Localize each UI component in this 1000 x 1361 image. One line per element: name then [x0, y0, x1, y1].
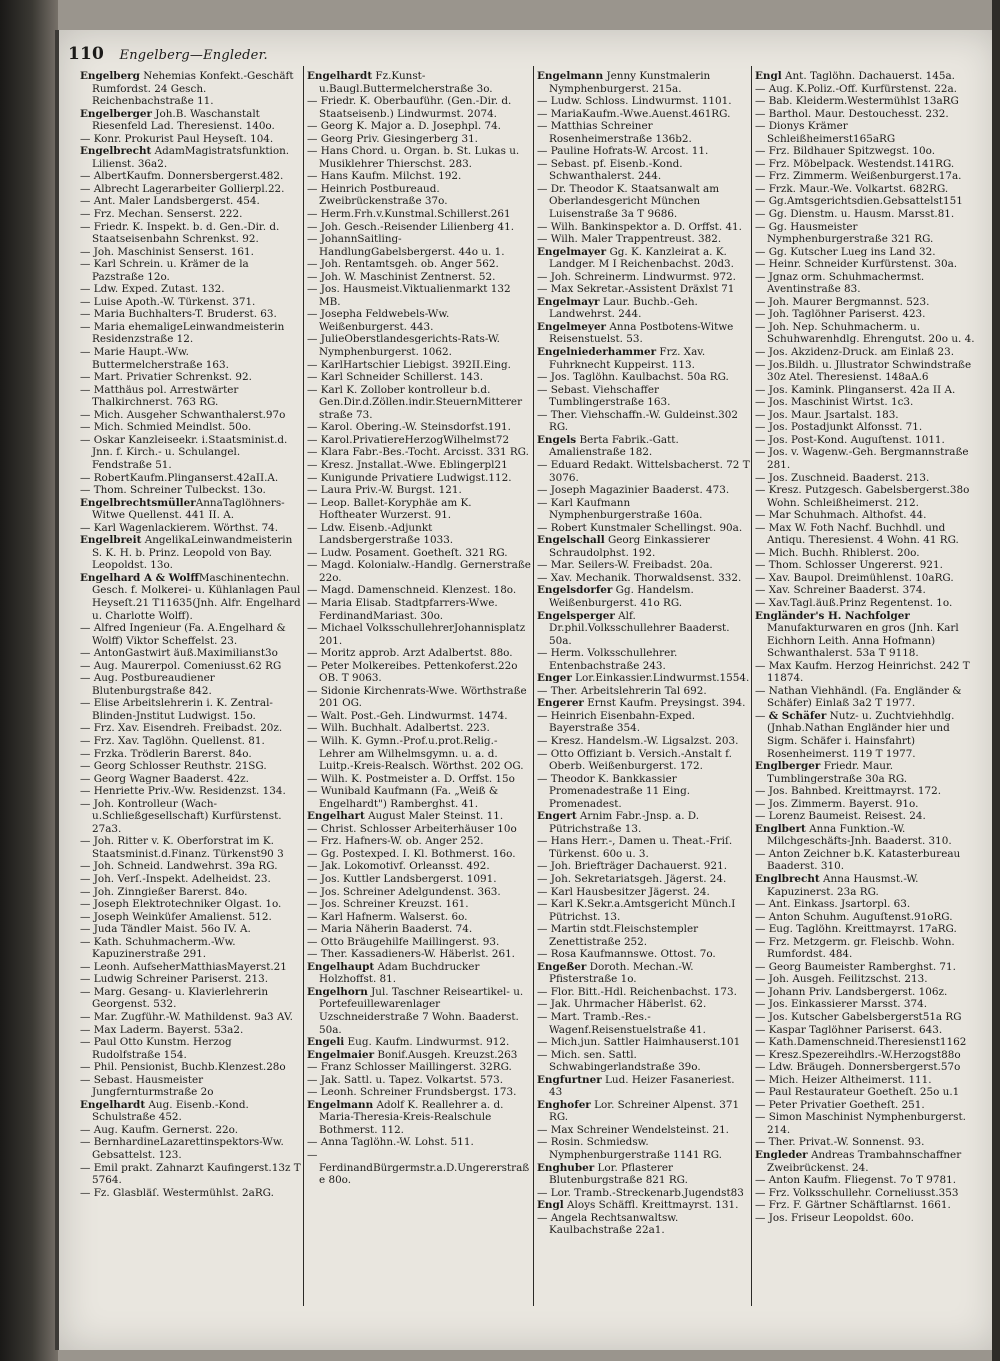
directory-entry: — Anton Zeichner b.K. Katasterbureau Baaderst. 310.: [755, 847, 961, 873]
directory-entry: — Joseph Elektrotechniker Olgast. 1o.: [80, 898, 282, 911]
directory-entry: — Leonh. AufseherMatthiasMayerst.21: [80, 960, 287, 973]
directory-entry: — Mich. Heizer Altheimerst. 111.: [755, 1073, 932, 1086]
directory-entry: — Nathan Viehhändl. (Fa. Engländer & Schäfer) Einlaß 3a2 T 1977.: [755, 684, 962, 710]
directory-entry: — Aug. Maurerpol. Comeniusst.62 RG: [80, 659, 282, 672]
directory-entry: — Lorenz Baumeist. Reisest. 24.: [755, 810, 926, 823]
directory-entry: — Ther. Kassadieners-W. Häberlst. 261.: [307, 948, 515, 961]
directory-entry: Engländer's H. Nachfolger Manufakturwaren en gros (Jnh. Karl Eichhorn Leith. Anna Hofmann) Schwanthalerst. 53a T 9118.: [755, 609, 959, 660]
directory-entry: — Herm.Frh.v.Kunstmal.Schillerst.261: [307, 208, 511, 221]
directory-entry: — Juda Tändler Maist. 56o IV. A.: [80, 923, 251, 936]
directory-entry: — Jos. Bahnbed. Kreittmayrst. 172.: [755, 785, 942, 798]
directory-entry: — Alfred Ingenieur (Fa. A.Engelhard & Wolff) Viktor Scheffelst. 23.: [80, 622, 286, 647]
directory-entry: — Herm. Volksschullehrer. Entenbachstraße 243.: [537, 647, 678, 672]
directory-entry: Enghuber Lor. Pflasterer Blutenburgstraße 821 RG.: [537, 1161, 688, 1187]
directory-entry: Engelmann Adolf K. Reallehrer a. d. Maria-Theresia-Kreis-Realschule Bothmerst. 112.: [307, 1098, 504, 1136]
directory-entry: — Friedr. K. Inspekt. b. d. Gen.-Dir. d. Staatseisenbahn Schrenkst. 92.: [80, 220, 280, 246]
directory-entry: — Jos. Zimmerm. Bayerst. 91o.: [755, 797, 919, 810]
directory-entry: Engl Ant. Taglöhn. Dachauerst. 145a.: [755, 70, 955, 82]
directory-entry: — Otto Offiziant b. Versich.-Anstalt f. Oberb. Weißenburgerst. 172.: [537, 747, 732, 773]
directory-entry: — Joseph Weinküfer Amalienst. 512.: [80, 910, 272, 923]
directory-entry: — JulieOberstlandesgerichts-Rats-W. Nymphenburgerst. 1062.: [307, 333, 500, 359]
directory-column-1: [80, 70, 302, 1310]
directory-entry: — Joh. Ritter v. K. Oberforstrat im K. Staatsminist.d.Finanz. Türkenst90 3: [80, 835, 284, 860]
directory-entry: — Kunigunde Privatiere Ludwigst.112.: [307, 471, 512, 484]
directory-entry: — Joh. Nep. Schuhmacherm. u. Schuhwarenhdlg. Ehrengutst. 20o u. 4.: [755, 320, 975, 346]
directory-entry: — Hans Herr.-, Damen u. Theat.-Friſ. Türkenst. 60o u. 3.: [537, 835, 733, 860]
directory-entry: — Karol. Obering.-W. Steinsdorfst.191.: [307, 421, 511, 434]
directory-entry: — Walt. Post.-Geh. Lindwurmst. 1474.: [307, 709, 508, 722]
directory-entry: Engfurtner Lud. Heizer Fasaneriest. 43: [537, 1073, 735, 1099]
directory-entry: — Albrecht Lagerarbeiter Gollierpl.22.: [80, 182, 285, 195]
directory-entry: Engelmaier Bonif.Ausgeh. Kreuzst.263: [307, 1048, 518, 1061]
directory-entry: — Maria ehemaligeLeinwandmeisterin Residenzstraße 12.: [80, 320, 285, 346]
directory-entry: — Mart. Privatier Schrenkst. 92.: [80, 371, 252, 384]
directory-entry: — Max W. Foth Nachf. Buchhdl. und Antiqu. Theresienst. 4 Wohn. 41 RG.: [755, 521, 959, 547]
directory-entry: — Angela Rechtsanwaltsw. Kaulbachstraße 22a1.: [537, 1211, 679, 1237]
directory-entry: — Wunibald Kaufmann (Fa. „Weiß & Engelhardt") Ramberghst. 41.: [307, 785, 499, 810]
directory-entry: Enger Lor.Einkassier.Lindwurmst.1554.: [537, 672, 750, 685]
directory-entry: — & Schäfer Nutz- u. Zuchtviehhdlg. (Jnhab.Nathan Engländer hier und Sigm. Schäfer i. Hainsfahrt) Rosenheimerst. 119 T 1977.: [755, 709, 955, 760]
directory-entry: — Kaspar Taglöhner Pariserst. 643.: [755, 1023, 943, 1036]
directory-entry: — Wilh. K. Postmeister a. D. Orffst. 15o: [307, 772, 515, 785]
directory-entry: — Maria Buchhalters-T. Bruderst. 63.: [80, 308, 277, 321]
directory-entry: — FerdinandBürgermstr.a.D.Ungererstraße 80o.: [307, 1149, 530, 1187]
directory-entry: — Joh. Schneid. Landwehrst. 39a RG.: [80, 860, 278, 873]
directory-entry: — Ldw. Exped. Zutast. 132.: [80, 283, 225, 296]
directory-entry: — Karl Hafnerm. Walserst. 6o.: [307, 910, 468, 923]
directory-entry: — Ant. Einkass. Jsartorpl. 63.: [755, 898, 911, 911]
directory-entry: — Flor. Bitt.-Hdl. Reichenbachst. 173.: [537, 985, 737, 998]
directory-entry: — Mar. Seilers-W. Freibadst. 20a.: [537, 559, 713, 572]
directory-entry: — Franz Schlosser Maillingerst. 32RG.: [307, 1061, 512, 1074]
directory-entry: — Kresz. Putzgesch. Gabelsbergerst.38o Wohn. Schleißheimerst. 212.: [755, 484, 970, 509]
directory-entry: — Barthol. Maur. Destouchesst. 232.: [755, 107, 949, 120]
directory-entry: — Ant. Maler Landsbergerst. 454.: [80, 195, 260, 208]
directory-entry: Engelbreit AngelikaLeinwandmeisterin S. K. H. b. Prinz. Leopold von Bay. Leopoldst. 13o.: [80, 534, 293, 572]
directory-entry: — Karl Schneider Schillerst. 143.: [307, 371, 484, 384]
directory-entry: Engeli Eug. Kaufm. Lindwurmst. 912.: [307, 1036, 510, 1049]
column-rule: [303, 66, 304, 1306]
directory-entry: — Ldw. Bräugeh. Donnersbergerst.57o: [755, 1061, 961, 1074]
directory-entry: — KarlHartschier Liebigst. 392II.Eing.: [307, 358, 511, 371]
directory-entry: — Fz. Glasbläſ. Westermühlst. 2aRG.: [80, 1186, 274, 1199]
directory-entry: — Magd. Kolonialw.-Handlg. Gernerstraße 22o.: [307, 559, 531, 584]
directory-entry: Engelsdorfer Gg. Handelsm. Weißenburgerst. 41o RG.: [537, 584, 694, 609]
page-edge-shadow: [992, 0, 1000, 1361]
directory-entry: — Theodor K. Bankkassier Promenadestraße 11 Eing. Promenadest.: [537, 772, 691, 810]
directory-entry: — AlbertKaufm. Donnersbergerst.482.: [80, 170, 284, 183]
directory-entry: — Aug. Postbureaudiener Blutenburgstraße 842.: [80, 672, 215, 697]
directory-entry: — Rosin. Schmiedsw. Nymphenburgerstraße 1141 RG.: [537, 1136, 722, 1162]
directory-entry: — Gg. Dienstm. u. Hausm. Marsst.81.: [755, 208, 955, 221]
directory-entry: — AntonGastwirt äuß.Maximilianst3o: [80, 647, 278, 660]
directory-entry: — Jos. Einkassierer Marsst. 374.: [755, 998, 928, 1011]
directory-entry: — Wilh. Maler Trappentreust. 382.: [537, 233, 722, 246]
directory-entry: — Max Kaufm. Herzog Heinrichst. 242 T 11874.: [755, 659, 970, 685]
directory-entry: — Joh. Kontrolleur (Wach- u.Schließgesellschaft) Kurfürstenst. 27a3.: [80, 797, 282, 835]
directory-entry: — Heinr. Schneider Kurfürstenst. 30a.: [755, 258, 958, 271]
directory-entry: — Ldw. Eisenb.-Adjunkt Landsbergerstraße 1033.: [307, 521, 454, 547]
directory-entry: — Heinrich Eisenbahn-Exped. Bayerstraße 354.: [537, 709, 696, 735]
directory-entry: — Mar. Zugführ.-W. Mathildenst. 9a3 AV.: [80, 1011, 293, 1024]
directory-entry: — Leonh. Schreiner Frundsbergst. 173.: [307, 1086, 517, 1099]
directory-entry: — Mich. Buchh. Rhiblerst. 20o.: [755, 546, 920, 559]
directory-column-3: [537, 70, 750, 1310]
directory-entry: — Joh. Briefträger Dachauerst. 921.: [537, 860, 728, 873]
directory-entry: — Jos. Kamink. Plinganserst. 42a II A.: [755, 383, 956, 396]
directory-entry: — Simon Maschinist Nymphenburgerst. 214.: [755, 1111, 966, 1136]
directory-entry: — Jak. Uhrmacher Häberlst. 62.: [537, 998, 707, 1011]
directory-entry: — Xav.Tagl.äuß.Prinz Regentenst. 1o.: [755, 596, 953, 609]
directory-column-2: [307, 70, 532, 1310]
directory-entry: — Wilh. K. Gymn.-Prof.u.prot.Relig.-Lehrer am Wilhelmsgymn. u. a. d. Luitp.-Kreis-Realsch. Wörthst. 202 OG.: [307, 734, 524, 773]
directory-entry: — Luise Apoth.-W. Türkenst. 371.: [80, 295, 256, 308]
directory-entry: — MariaKaufm.-Wwe.Auenst.461RG.: [537, 107, 731, 120]
directory-entry: — Marie Haupt.-Ww. Buttermelcherstraße 163.: [80, 346, 229, 371]
directory-entry: — Paul Restaurateur Goetheſt. 25o u.1: [755, 1086, 960, 1099]
directory-entry: — RobertKaufm.Plinganserst.42aII.A.: [80, 471, 279, 484]
directory-entry: — Mich. Schmied Meindlst. 50o.: [80, 421, 252, 434]
directory-entry: — Frz. Xav. Taglöhn. Quellenst. 81.: [80, 734, 265, 747]
directory-entry: — Joh. Schreinerm. Lindwurmst. 972.: [537, 270, 736, 283]
directory-entry: — Frz. Volksschullehr. Corneliusst.353: [755, 1186, 959, 1199]
directory-entry: Engeßer Doroth. Mechan.-W. Pfisterstraße 1o.: [537, 960, 694, 986]
directory-entry: Engelberg Nehemias Konfekt.-Geschäft Rumfordst. 24 Gesch. Reichenbachstraße 11.: [80, 70, 294, 108]
directory-entry: Engl Aloys Schäffl. Kreittmayrst. 131.: [537, 1199, 739, 1212]
directory-entry: — Frzk. Maur.-We. Volkartst. 682RG.: [755, 182, 949, 195]
directory-entry: — Joh. Ausgeh. Feilitzschst. 213.: [755, 973, 928, 986]
directory-entry: — Mich.jun. Sattler Haimhauserst.101: [537, 1036, 741, 1049]
directory-entry: Engleder Andreas Trambahnschaffner Zweibrückenst. 24.: [755, 1149, 962, 1174]
directory-entry: — Xav. Mechanik. Thorwaldsenst. 332.: [537, 571, 742, 584]
directory-entry: — Frz. F. Gärtner Schäftlarnst. 1661.: [755, 1199, 951, 1212]
directory-entry: Engelmayer Gg. K. Kanzleirat a. K. Landger. M I Reichenbachst. 20d3.: [537, 245, 734, 271]
directory-entry: — Jos. Post-Kond. Auguſtenst. 1011.: [755, 433, 945, 446]
directory-entry: — Thom. Schreiner Tulbeckst. 13o.: [80, 484, 266, 497]
directory-entry: — Georg Baumeister Ramberghst. 71.: [755, 960, 956, 973]
directory-entry: — Xav. Baupol. Dreimühlenst. 10aRG.: [755, 571, 954, 584]
directory-entry: — Xav. Schreiner Baaderst. 374.: [755, 584, 926, 597]
directory-entry: — Maria Elisab. Stadtpfarrers-Wwe. FerdinandMariast. 30o.: [307, 596, 498, 622]
directory-entry: — Georg Schlosser Reuthstr. 21SG.: [80, 760, 267, 773]
directory-entry: — Jos. Taglöhn. Kaulbachst. 50a RG.: [537, 371, 729, 384]
directory-entry: — Karl Wagenlackierem. Wörthst. 74.: [80, 521, 279, 534]
directory-entry: — Kath.Damenschneid.Theresienst1162: [755, 1036, 967, 1049]
directory-entry: — Max Sekretar.-Assistent Dräxlst 71: [537, 283, 735, 296]
running-head: Engelberg—Engleder.: [119, 48, 268, 63]
directory-entry: — Jos. Postadjunkt Alfonsst. 71.: [755, 421, 923, 434]
directory-entry: — Joh. Zinngießer Barerst. 84o.: [80, 885, 248, 898]
directory-entry: Engelsperger Alf. Dr.phil.Volksschullehrer Baaderst. 50a.: [537, 609, 730, 647]
directory-entry: — Frz. Bildhauer Spitzwegst. 10o.: [755, 145, 936, 158]
directory-entry: — JohannSaitling-HandlungGabelsbergerst. 44o u. 1.: [307, 233, 505, 258]
directory-entry: — Jos. Schreiner Kreuzst. 161.: [307, 898, 469, 911]
directory-entry: — Oskar Kanzleiseekr. i.Staatsminist.d. Jnn. f. Kirch.- u. Schulangel. Fendstraße 51.: [80, 433, 288, 471]
directory-entry: — Kresz. Handelsm.-W. Ligsalzst. 203.: [537, 734, 739, 747]
directory-entry: — Hans Chord. u. Organ. b. St. Lukas u. Musiklehrer Thierschst. 283.: [307, 145, 520, 170]
directory-entry: — Jos. Maur. Jsartalst. 183.: [755, 408, 899, 421]
directory-entry: — Peter Privatier Goetheſt. 251.: [755, 1098, 925, 1111]
directory-entry: — Konr. Prokurist Paul Heyseſt. 104.: [80, 132, 274, 145]
directory-entry: — Joh. Taglöhner Pariserst. 423.: [755, 308, 926, 321]
directory-entry: — Jos.Bildh. u. Jllustrator Schwindstraße 30z Atel. Theresienst. 148aA.6: [755, 358, 972, 384]
directory-entry: — Georg Priv. Giesingerberg 31.: [307, 132, 478, 145]
directory-entry: — Ther. Arbeitslehrerin Tal 692.: [537, 684, 707, 697]
directory-entry: Engelberger Joh.B. Waschanstalt Riesenfeld Lad. Theresienst. 140o.: [80, 107, 275, 133]
directory-entry: — Kresz. Jnstallat.-Wwe. Eblingerpl21: [307, 458, 508, 471]
directory-entry: — Frz. Zimmerm. Weißenburgerst.17a.: [755, 170, 962, 183]
directory-entry: — Gg. Kutscher Lueg ins Land 32.: [755, 245, 936, 258]
directory-entry: — Georg K. Major a. D. Josephpl. 74.: [307, 120, 501, 133]
directory-entry: — Frz. Xav. Eisendreh. Freibadst. 20z.: [80, 722, 283, 735]
directory-entry: — Anton Schuhm. Auguſtenst.91oRG.: [755, 910, 953, 923]
directory-entry: — Anton Kaufm. Fliegenst. 7o T 9781.: [755, 1174, 957, 1187]
directory-entry: — Frz. Möbelpack. Westendst.141RG.: [755, 157, 955, 170]
directory-entry: Engelmeyer Anna Postbotens-Witwe Reisenstuelst. 53.: [537, 320, 734, 346]
directory-entry: — Dionys Krämer Schleißheimerst165aRG: [755, 120, 896, 145]
directory-entry: — Jos. Zuschneid. Baaderst. 213.: [755, 471, 930, 484]
directory-entry: — Josepha Feldwebels-Ww. Weißenburgerst. 443.: [307, 308, 450, 333]
directory-entry: — Robert Kunstmaler Schellingst. 90a.: [537, 521, 743, 534]
directory-entry: — Thom. Schlosser Ungererst. 921.: [755, 559, 943, 572]
directory-entry: — Maria Näherin Baaderst. 74.: [307, 923, 473, 936]
directory-entry: — Henriette Priv.-Ww. Residenzst. 134.: [80, 785, 286, 798]
directory-entry: — Paul Otto Kunstm. Herzog Rudolfstraße 154.: [80, 1036, 232, 1061]
directory-entry: — Frzka. Trödlerin Barerst. 84o.: [80, 747, 252, 760]
directory-entry: — Mar Schuhmach. Althofst. 44.: [755, 509, 927, 522]
directory-entry: — Jgnaz orm. Schuhmachermst. Aventinstraße 83.: [755, 270, 925, 296]
directory-entry: Engert Arnim Fabr.-Jnsp. a. D. Pütrichstraße 13.: [537, 810, 700, 835]
directory-entry: — Jos. Akzidenz-Druck. am Einlaß 23.: [755, 346, 955, 359]
directory-entry: — Joh. Verſ.-Inspekt. Adelheidst. 23.: [80, 873, 271, 885]
directory-entry: — Max Schreiner Wendelsteinst. 21.: [537, 1123, 729, 1136]
directory-entry: — Matthias Schreiner Rosenheimerstraße 136b2.: [537, 120, 692, 145]
directory-entry: — Michael VolksschullehrerJohannisplatz 201.: [307, 622, 526, 647]
directory-entry: Enghofer Lor. Schreiner Alpenst. 371 RG.: [537, 1098, 740, 1124]
directory-entry: Engelbrecht AdamMagistratsfunktion. Lilienst. 36a2.: [80, 145, 290, 170]
directory-entry: — Jos. v. Wagenw.-Geh. Bergmannstraße 281.: [755, 446, 969, 471]
directory-entry: — Moritz approb. Arzt Adalbertst. 88o.: [307, 647, 513, 660]
directory-entry: — Johann Priv. Landsbergerst. 106z.: [755, 985, 948, 998]
directory-entry: — Elise Arbeitslehrerin i. K. Zentral-Blinden-Jnstitut Ludwigst. 15o.: [80, 697, 273, 722]
directory-entry: — Sebast. Viehschaffer Tumblingerstraße 163.: [537, 383, 671, 409]
directory-entry: — Joh. Gesch.-Reisender Lilienberg 41.: [307, 220, 515, 233]
directory-entry: — Joh. Rentamtsgeh. ob. Anger 562.: [307, 258, 499, 271]
directory-column-4: [755, 70, 977, 1310]
directory-entry: — Wilh. Bankinspektor a. D. Orffst. 41.: [537, 220, 742, 233]
directory-entry: Englbert Anna Funktion.-W. Milchgeschäfts-Jnh. Baaderst. 310.: [755, 822, 952, 848]
column-rule: [533, 66, 534, 1306]
directory-entry: — Christ. Schlosser Arbeiterhäuser 10o: [307, 822, 517, 835]
page-number: 110: [68, 44, 105, 64]
directory-entry: Engelhard A & WolffMaschinentechn. Gesch. f. Molkerei- u. Kühlanlagen Paul Heyseſt.21 T11635(Jnh. Alfr. Engelhard u. Charlotte Wolff).: [80, 571, 301, 622]
page-header: [68, 44, 268, 68]
directory-entry: — Ludw. Posament. Goetheſt. 321 RG.: [307, 546, 508, 559]
column-rule: [751, 66, 752, 1306]
directory-entry: — Karl K. Zollober kontrolleur b.d. Gen.Dir.d.Zöllen.indir.SteuernMitterer straße 73.: [307, 383, 523, 421]
directory-entry: Engels Berta Fabrik.-Gatt. Amalienstraße 182.: [537, 433, 679, 459]
directory-entry: — Ludwig Schreiner Pariserst. 213.: [80, 973, 268, 986]
directory-entry: — Hans Kaufm. Milchst. 192.: [307, 170, 462, 183]
directory-entry: — Dr. Theodor K. Staatsanwalt am Oberlandesgericht München Luisenstraße 3a T 9686.: [537, 182, 720, 221]
directory-entry: — Magd. Damenschneid. Klenzest. 18o.: [307, 584, 517, 597]
directory-entry: EngelbrechtsmüllerAnnaTaglöhners-Witwe Quellenst. 441 II. A.: [80, 496, 285, 522]
directory-entry: — Marg. Gesang- u. Klavierlehrerin Georgenst. 532.: [80, 985, 269, 1011]
directory-entry: — Peter Molkereibes. Pettenkoferst.22o OB. T 9063.: [307, 659, 518, 685]
directory-entry: — Matthäus pol. Arrestwärter Thalkirchnerst. 763 RG.: [80, 383, 239, 409]
directory-entry: — Frz. Mechan. Senserst. 222.: [80, 208, 243, 221]
directory-entry: — Ther. Privat.-W. Sonnenst. 93.: [755, 1136, 925, 1149]
directory-entry: Engelhardt Fz.Kunst- u.Baugl.Buttermelcherstraße 3o.: [307, 70, 493, 95]
directory-entry: — Karl K.Sekr.a.Amtsgericht Münch.I Pütrichst. 13.: [537, 898, 736, 923]
directory-entry: — Aug. K.Poliz.-Off. Kurfürstenst. 22a.: [755, 82, 957, 95]
directory-entry: — Max Laderm. Bayerst. 53a2.: [80, 1023, 244, 1036]
directory-entry: — Jak. Lokomotivf. Orleansst. 492.: [307, 860, 490, 873]
directory-entry: — Karl Kaufmann Nymphenburgerstraße 160a.: [537, 496, 703, 522]
directory-entry: — Klara Fabr.-Bes.-Tocht. Arcisst. 331 RG.: [307, 446, 529, 459]
directory-entry: — Ther. Viehschaffn.-W. Guldeinst.302 RG.: [537, 408, 738, 434]
directory-entry: Engelmann Jenny Kunstmalerin Nymphenburgerst. 215a.: [537, 70, 711, 95]
directory-entry: — Karl Schrein. u. Krämer de la Pazstraße 12o.: [80, 258, 249, 283]
directory-entry: — Eduard Redakt. Wittelsbacherst. 72 T 3076.: [537, 458, 750, 484]
directory-entry: — Kath. Schuhmacherm.-Ww. Kapuzinerstraße 291.: [80, 935, 236, 961]
directory-entry: — Kresz.Spezereihdlrs.-W.Herzogst88o: [755, 1048, 961, 1061]
directory-entry: — Mich. sen. Sattl. Schwabingerlandstraße 39o.: [537, 1048, 701, 1074]
directory-entry: Engelniederhammer Frz. Xav. Fuhrknecht Kuppeirst. 113.: [537, 346, 706, 371]
directory-entry: — Karl Hausbesitzer Jägerst. 24.: [537, 885, 710, 898]
directory-entry: Engelmayr Laur. Buchb.-Geh. Landwehrst. 244.: [537, 295, 698, 321]
directory-entry: — Jos. Kuttler Landsbergerst. 1091.: [307, 873, 497, 885]
directory-entry: — Joh. W. Maschinist Zentnerst. 52.: [307, 270, 496, 283]
directory-entry: — Emil prakt. Zahnarzt Kaufingerst.13z T 5764.: [80, 1161, 301, 1187]
directory-entry: — Aug. Kaufm. Gernerst. 22o.: [80, 1123, 239, 1136]
directory-entry: — Heinrich Postbureaud. Zweibrückenstraße 37o.: [307, 182, 448, 208]
directory-entry: Engelhaupt Adam Buchdrucker Holzhoffst. 81.: [307, 960, 480, 986]
directory-entry: — Anna Taglöhn.-W. Lohst. 511.: [307, 1136, 474, 1149]
directory-entry: — Mart. Tramb.-Res.-Wagenf.Reisenstuelstraße 41.: [537, 1011, 706, 1036]
directory-entry: — Lor. Tramb.-Streckenarb.Jugendst83: [537, 1186, 744, 1199]
directory-entry: — Jos. Kutscher Gabelsbergerst51a RG: [755, 1011, 962, 1024]
directory-entry: — Georg Wagner Baaderst. 42z.: [80, 772, 249, 785]
directory-entry: — Joh. Sekretariatsgeh. Jägerst. 24.: [537, 873, 727, 885]
directory-entry: — Jos. Maschinist Wirtst. 1c3.: [755, 396, 914, 409]
directory-entry: — Frz. Metzgerm. gr. Fleischb. Wohn. Rumfordst. 484.: [755, 935, 955, 961]
directory-entry: Engelhardt Aug. Eisenb.-Kond. Schulstraße 452.: [80, 1098, 249, 1124]
directory-entry: — Pauline Hofrats-W. Arcost. 11.: [537, 145, 709, 158]
directory-entry: — Rosa Kaufmannswe. Ottost. 7o.: [537, 948, 716, 961]
directory-entry: — Karol.PrivatiereHerzogWilhelmst72: [307, 433, 510, 446]
directory-entry: — Jos. Schreiner Adelgundenst. 363.: [307, 885, 501, 898]
directory-entry: — Jak. Sattl. u. Tapez. Volkartst. 573.: [307, 1073, 504, 1086]
directory-entry: — Friedr. K. Oberbauführ. (Gen.-Dir. d. Staatseisenb.) Lindwurmst. 2074.: [307, 95, 512, 120]
directory-entry: — Jos. Hausmeist.Viktualienmarkt 132 MB.: [307, 283, 511, 308]
directory-entry: — Frz. Hafners-W. ob. Anger 252.: [307, 835, 484, 848]
directory-entry: — Martin stdt.Fleischstempler Zenettistraße 252.: [537, 923, 699, 948]
directory-entry: Engelhart August Maler Steinst. 11.: [307, 810, 504, 823]
directory-entry: — Sidonie Kirchenrats-Wwe. Wörthstraße 201 OG.: [307, 684, 527, 710]
directory-entry: Engelschall Georg Einkassierer Schraudolphst. 192.: [537, 534, 710, 559]
directory-entry: — Joseph Magazinier Baaderst. 473.: [537, 484, 730, 497]
directory-entry: — Jos. Friseur Leopoldst. 60o.: [755, 1211, 914, 1224]
directory-entry: — Gg. Postexped. I. Kl. Bothmerst. 16o.: [307, 847, 516, 860]
directory-entry: — Mich. Ausgeher Schwanthalerst.97o: [80, 408, 286, 421]
directory-entry: — Laura Priv.-W. Burgst. 121.: [307, 484, 462, 497]
directory-entry: — Ludw. Schloss. Lindwurmst. 1101.: [537, 95, 732, 108]
directory-entry: — Gg.Amtsgerichtsdien.Gebsattelst151: [755, 195, 963, 208]
directory-entry: — Sebast. Hausmeister Jungfernturmstraße 2o: [80, 1073, 214, 1099]
directory-entry: — Phil. Pensionist, Buchb.Klenzest.28o: [80, 1061, 286, 1074]
directory-entry: — Joh. Maurer Bergmannst. 523.: [755, 295, 930, 308]
directory-entry: Englberger Friedr. Maur. Tumblingerstraße 30a RG.: [755, 760, 908, 785]
directory-entry: Engerer Ernst Kaufm. Preysingst. 394.: [537, 697, 746, 710]
directory-entry: — Wilh. Buchhalt. Adalbertst. 223.: [307, 722, 490, 735]
directory-entry: — Eug. Taglöhn. Kreittmayrst. 17aRG.: [755, 923, 957, 936]
directory-entry: — Leop. Ballet-Koryphäe am K. Hoftheater Wurzerst. 91.: [307, 496, 472, 522]
directory-entry: — Joh. Maschinist Senserst. 161.: [80, 245, 254, 258]
directory-entry: — BernhardineLazarettinspektors-Ww. Gebsattelst. 123.: [80, 1136, 284, 1162]
directory-entry: — Bab. Kleiderm.Westermühlst 13aRG: [755, 95, 959, 108]
book-binding-shadow: [0, 0, 58, 1361]
directory-entry: — Sebast. pf. Eisenb.-Kond. Schwanthalerst. 244.: [537, 157, 683, 183]
directory-entry: — Gg. Hausmeister Nymphenburgerstraße 321 RG.: [755, 220, 934, 246]
directory-entry: Engelhorn Jul. Taschner Reiseartikel- u. Portefeuillewarenlager Uzschneiderstraße 7 Wohn. Baaderst. 50a.: [307, 985, 524, 1036]
directory-entry: — Otto Bräugehilfe Maillingerst. 93.: [307, 935, 500, 948]
directory-entry: Englbrecht Anna Hausmst.-W. Kapuzinerst. 23a RG.: [755, 873, 919, 898]
